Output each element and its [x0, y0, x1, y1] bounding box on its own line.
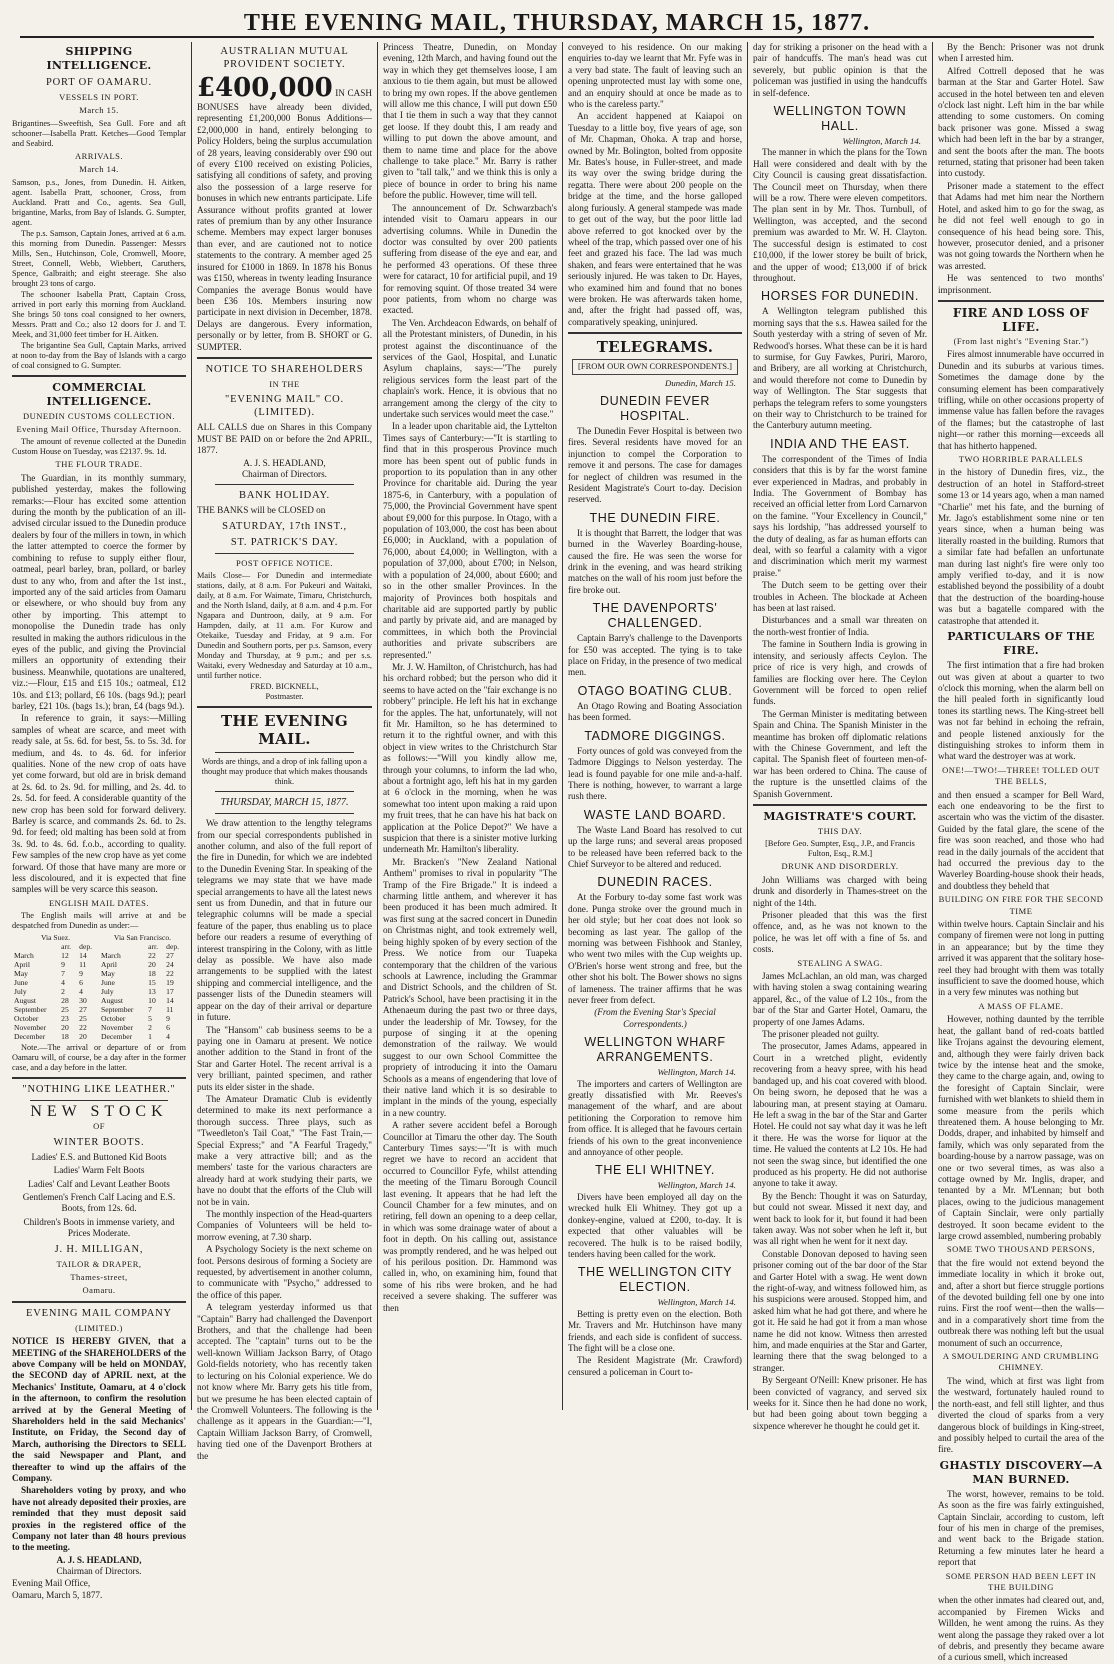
table-cell: May	[100, 969, 115, 979]
table-cell: 28	[61, 996, 69, 1006]
milligan-name: J. H. MILLIGAN,	[54, 1243, 144, 1255]
evening-mail-banner: THE EVENING MAIL.	[220, 712, 349, 749]
table-cell: June	[100, 978, 115, 988]
table-cell: 25	[61, 1005, 69, 1015]
table-header-row	[12, 933, 186, 942]
table-cell: June	[14, 978, 28, 988]
divider	[215, 484, 354, 485]
mail-dates-subheading: The English mails will arrive at and be despatched from Dunedin as under:—	[12, 911, 186, 931]
fire-paragraph: The first intimation that a fire had broken out was given at about a quarter to two o'clock this morning, when the alarm bell on the hill pealed forth in significantly loud tones its startling news. The King-street bell was not far behind in echoing the refrain, and people listened anxiously for the distinguishing strokes to inform them in what ward the destroyer was at work.	[938, 660, 1104, 762]
table-cell: 18	[61, 1032, 69, 1042]
table-row	[12, 960, 186, 969]
eli-whitney-text: Divers have been employed all day on the wrecked hulk Eli Whitney. They got up a donkey-engine, valued at £200, to-day. It is expected that other valuables will be recovered. The hulk is to be raised bodily, tenders having been called for the work.	[568, 1191, 742, 1259]
table-cell: December	[14, 1032, 46, 1042]
column-2	[197, 42, 373, 1461]
mail-dates-heading: ENGLISH MAIL DATES.	[48, 897, 150, 908]
fire-paragraph: within twelve hours. Captain Sinclair and his company of firemen were not long in putting in an appearance; but by the time they arrived it was apparent that the solitary hose-reel they had brought with them was totally insufficient to save the doomed house, which in a very few minutes was nothing but	[938, 919, 1104, 998]
calls-notice: ALL CALLS due on Shares in this Company MUST BE PAID on or before the 2nd APRIL, 1877.	[197, 422, 372, 456]
table-cell: March	[14, 951, 34, 961]
table-cell: 22	[148, 951, 156, 961]
table-cell: December	[100, 1032, 133, 1042]
eli-whitney-dateline: Wellington, March 14.	[657, 1180, 736, 1191]
table-cell: 6	[166, 1023, 170, 1033]
india-paragraph: Disturbances and a small war threaten on the north-west frontier of India.	[753, 615, 927, 637]
article-paragraph: day for striking a prisoner on the head with a pair of handcuffs. The man's head was cut severely, but public opinion is that the policeman was justified in using the handcuffs in self-defence.	[753, 42, 927, 98]
fire-subheading: A SMOULDERING AND CRUMBLING CHIMNEY.	[942, 1351, 1100, 1373]
editorial-paragraph: A telegram yesterday informed us that "Captain" Barry had challenged the Davenport Brothers, and that the challenge had been accepted. The "captain" turns out to be the well-known William Jackson Barry, of Otago Gold-fields notoriety, who has recently taken to lecturing on his Colonial experience. We do not know where Mr. Barry gets his title from, but we presume he has been elected captain of the Cromwell Volunteers. The following is the challenge as it appears in the Guardian:—"I, Captain William Jackson Barry, of Cromwell, having tied one of the Davenport Brothers at the	[197, 1302, 372, 1461]
election-dateline: Wellington, March 14.	[657, 1297, 736, 1308]
table-header: dep.	[79, 942, 93, 952]
flour-heading: THE FLOUR TRADE.	[55, 459, 143, 470]
shipping-heading: SHIPPING INTELLIGENCE.	[46, 45, 152, 72]
india-paragraph: The correspondent of the Times of India considers that this is by far the worst famine ever experienced in Madras, and probably in India. The Government of Bombay has received an official letter from Lord Carnarvon on the famine. "Your Excellency in Council," says his lordship, "has addressed yourself to the duty of dealing, as far as human efforts can deal, with so fearful a calamity with a vigor and discrimination which merit my warmest praise."	[753, 453, 927, 578]
bank-holiday-text: THE BANKS will be CLOSED on	[197, 505, 326, 516]
fire-subheading: BUILDING ON FIRE FOR THE SECOND TIME	[938, 894, 1104, 916]
india-heading: INDIA AND THE EAST.	[770, 436, 910, 451]
table-cell: 20	[79, 1032, 87, 1042]
dunedin-fire-text: It is thought that Barrett, the lodger that was burned in the Waverley Boarding-house, caused the fire. He was seen the worse for drink in the evening, and was heard striking matches on the wall of his room just before the fire broke out.	[568, 527, 742, 595]
post-office-role: Postmaster.	[265, 692, 304, 702]
fire-subheading: A MASS OF FLAME.	[978, 1000, 1064, 1011]
table-cell: August	[100, 996, 123, 1006]
horses-heading: HORSES FOR DUNEDIN.	[761, 289, 919, 304]
table-cell: September	[14, 1005, 47, 1015]
table-cell: April	[14, 960, 31, 970]
mail-dates-body	[12, 951, 186, 1041]
flour-paragraph: The Guardian, in its monthly summary, published yesterday, makes the following remarks:—Flour has excited some attention during the month by the publication of an ill-advised circular issued to the Dunedin produce dealers by four of the millers in town, in which the latter attempted to coerce the former by combining to refuse to supply either flour, oatmeal, pearl barley, bran, pollard, or barley dust to any who, from and after the 1st inst., imported any of the said articles from Oamaru or elsewhere, or who should buy from any other by importing. This attempt to monopolise the Dunedin trade has only resulted in making the authors ridiculous in the eyes of the public, and giving the Provincial millers an opportunity of extending their business. Meanwhile, quotations are unaltered, viz.:—Flour, £15 and £15 10s.; oatmeal, £12 10s. and £13; pollard, £6 10s. (bags 9d.); pearl barley, £21 10s. (bags 1s.); bran, £4 (bags 9d.).	[12, 472, 186, 711]
shipping-paragraph: The schooner Isabella Pratt, Captain Cross, arrived in port early this morning from Auckland. She brings 50 tons coal consigned to her owners, Messrs. Pratt and Co.; also 12 doors for J. and T. Meek, and 31,000 feet timber for H. Aitken.	[12, 289, 186, 339]
notice-office: Evening Mail Office,	[12, 1577, 91, 1588]
table-cell: 30	[79, 996, 87, 1006]
table-row	[12, 996, 186, 1005]
table-row	[12, 951, 186, 960]
article-paragraph: In a leader upon charitable aid, the Lyttelton Times says of Canterbury:—"It is startling to find that in this prosperous Province much more has been spent out of public funds in proportion to its population than in any other Province for charitable aid. During the year 1875-6, in Canterbury, with a population of 75,000, the Provincial Government have spent about £9,000 for this purpose. In Otago, with a population of 103,000, the cost has been about £6,000; in Auckland, with a population of 76,000, about £4,000; in Wellington, with a population of 37,000, about £700; in Nelson, with a population of 24,000, about £600; and so in the other smaller Provinces. In the majority of Provinces both hospitals and charitable aid are supported partly by public and partly by private aid, and are managed by committees, in which both the Provincial authorities and private subscribers are represented."	[383, 421, 557, 660]
fire-paragraph: when the other inmates had cleared out, and, accompanied by Firemen Wicks and Willden, he went among the ruins. As they went along the passage they raked over a lot of debris, and presently they became aware of a curious smell, which increased	[938, 1595, 1104, 1663]
tadmore-text: Forty ounces of gold was conveyed from the Tadmore Diggings to Nelson yesterday. The lead is found payable for one mile and-a-half. There is nothing, however, to warrant a large rush there.	[568, 745, 742, 802]
eli-whitney-heading: THE ELI WHITNEY.	[595, 1163, 715, 1178]
table-cell: 2	[148, 1023, 152, 1033]
article-paragraph: The announcement of Dr. Schwarzbach's intended visit to Oamaru appears in our advertising columns. While in Dunedin the doctor was consulted by over 200 patients suffering from disease of the eye and ear, and he performed 43 operations. Of these three were for cataract, 10 for artificial pupil, and 19 for removing squint. Of those treated 34 were poor patients, from whom no charge was exacted.	[383, 202, 557, 316]
shipping-paragraph: The p.s. Samson, Captain Jones, arrived at 6 a.m. this morning from Dunedin. Passenger: Messrs Mills, Sen., Hutchinson, Cole, Cromwell, Moore, Street, Connell, Webb, Wiebbert, Caruthers, Spence, Galbraith; and eight steerage. She also brought 23 tons of cargo.	[12, 228, 186, 288]
table-header: dep.	[166, 942, 180, 952]
vessels-date: March 15.	[79, 105, 119, 116]
table-cell: 14	[166, 996, 174, 1006]
races-text: At the Forbury to-day some fast work was done. Punga stroke over the ground much in her old style; but her coat does not look so becoming as last year. The gallop of the morning was between Fishhook and Stanley, who went two miles with the Cup weights up. O'Brien's horse went strong and free, but the other shot his bolt. The Bower shows no signs of lameness. The trainer affirms that he was never freer from defect.	[568, 892, 742, 1005]
fire-source: (From last night's "Evening Star.")	[953, 335, 1089, 346]
table-cell: 9	[166, 1014, 170, 1024]
notice-date: Oamaru, March 5, 1877.	[12, 1590, 103, 1601]
flour-paragraph: In reference to grain, it says:—Milling samples of wheat are scarce, and meet with ready sale, at 5s. 6d. for best, 5s. to 5s. 3d. for medium, and 4s. to 4s. 6d. for inferior qualities. None of the new crop of oats have yet come forward, but old are in brisk demand at 2s. 6d. to 2s. 9d. for milling, and 2s. 4d. to 2s. 5d. for feed. A considerable quantity of the new crop has been sold for forward delivery. Barley is scarce, and commands 2s. 6d. to 2s. 9d. for feed; old malting has been sold at from 3s. 9d. to 4s. 6d. f.o.b., according to quality. Few samples of the new crop have as yet come forward. Of those that have many are more or less discoloured, and it is expected that fine samples will be very scarce this season.	[12, 713, 186, 895]
arrivals-text: Samson, p.s., Jones, from Dunedin. H. Aitken, agent. Isabella Pratt, schooner, Cross, from Auckland. Pratt and Co., agents. Sea Gull, brigantine, Marks, from Bay of Islands. G. Sumpter, agent.	[12, 177, 186, 227]
table-cell: 7	[61, 969, 65, 979]
town-hall-text: The manner in which the plans for the Town Hall were considered and dealt with by the City Council is causing great dissatisfaction. The Council meet on Thursday, when there will be a row. There were eleven competitors. The plan sent in by Mr. Thos. Turnbull, of Wellington, was accepted, and the second premium was awarded to Mr. W. H. Clayton. The successful design is estimated to cost £10,000, if the lower storey be built of brick, and the upper of wood; £13,000 if of brick throughout.	[753, 147, 927, 283]
table-cell: 23	[61, 1014, 69, 1024]
wharf-text: The importers and carters of Wellington are greatly dissatisfied with Mr. Reeves's management of the wharf, and are about petitioning the Corporation to remove him from office. It is alleged that he favours certain friends of his own to the great inconvenience and annoyance of other people.	[568, 1078, 742, 1158]
mail-dates-table	[12, 933, 186, 1041]
swag-paragraph: The prisoner pleaded not guilty.	[762, 1029, 880, 1040]
horses-text: A Wellington telegram published this morning says that the s.s. Hawea sailed for the South yesterday with a string of seven of Mr. Redwood's horses. What these can be it is hard to surmise, for Guy Fawkes, Puriri, Maroro, and Bribery, are all working at Christchurch, and would therefore not come to Dunedin by way of Wellington. The Star suggests that perhaps the telegram refers to some youngsters on their way to Christchurch to be trained for the Canterbury autumn meeting.	[753, 306, 927, 431]
evening-star-note: (From the Evening Star's Special Correspondents.)	[594, 1007, 716, 1029]
table-cell: 11	[166, 1005, 174, 1015]
amp-amount: £400,000	[197, 73, 333, 103]
column-6	[938, 42, 1104, 1663]
article-paragraph: By the Bench: Prisoner was not drunk when I arrested him.	[938, 42, 1104, 64]
column-rule	[932, 42, 933, 1410]
tadmore-heading: TADMORE DIGGINGS.	[584, 728, 726, 743]
newspaper-motto: Words are things, and a drop of ink falling upon a thought may produce that which makes thousands think.	[201, 757, 368, 787]
table-row	[12, 1014, 186, 1023]
divider	[215, 752, 354, 753]
bank-holiday-day: SATURDAY, 17th INST.,	[222, 520, 347, 532]
davenports-text: Captain Barry's challenge to the Davenports for £50 was accepted. The tying is to take place on Friday, in the presence of two medical men.	[568, 633, 742, 678]
column-rule	[377, 42, 378, 1410]
table-cell: 13	[148, 987, 156, 997]
post-office-text: Mails Close— For Dunedin and intermediate stations, daily, at 8 a.m. For Pukeuri and Waitaki, daily, at 8 a.m. For Waimate, Timaru, Christchurch, and the North Island, daily, at 8 a.m. and 4 p.m. For Ngapara and Duntroon, daily, at 9 a.m. For Hampden, daily, at 11 a.m. For Kurow and Otekaike, Tuesday and Friday, at 9 a.m. For Dunedin and Southern ports, per p.s. Samson, every Monday and Thursday, at 9 p.m.; and per s.s. Waitaki, every Wednesday and Saturday at 10 a.m., until further notice.	[197, 571, 372, 681]
fire-subheading: SOME PERSON HAD BEEN LEFT IN THE BUILDING	[945, 1570, 1097, 1592]
milligan-trade: TAILOR & DRAPER,	[56, 1258, 142, 1269]
shareholders-company: "EVENING MAIL" CO. (LIMITED).	[225, 394, 344, 419]
table-header: Via Suez.	[40, 933, 71, 943]
column-rule	[747, 42, 748, 1410]
amp-text: IN CASH BONUSES have already been divided, representing £1,200,000 Bonus Additions—£2,000,000 in hand, entirely belonging to Policy Holders, being the surplus accumulation of 28 years, leaving considerably over £90 out of every £100 received on existing Policies, satisfying all conditions of safety, and proving also the possession of a large reserve for bonuses in which new entrants participate. Life Assurance without profits granted at lower rates of premium than by any other Insurance scheme. Members may expect larger bonuses than ever, and are cautioned not to notice statements to the contrary. A member aged 25 insured for £1000 in 1869. In 1878 his Bonus was £150, whereas in twenty leading Insurance Companies the average Bonus would have been £36 10s. Members insuring now participate in next division in December, 1878. Delays are dangerous. Every information, personally or by letter, from B. SHORT or G. SUMPTER.	[197, 88, 373, 352]
boating-club-heading: OTAGO BOATING CLUB.	[577, 683, 733, 698]
list-item: Ladies' Warm Felt Boots	[53, 1165, 145, 1176]
table-cell: 24	[166, 960, 174, 970]
table-cell: 4	[166, 1032, 170, 1042]
table-cell: 22	[79, 1023, 87, 1033]
table-cell: 27	[166, 951, 174, 961]
masthead	[20, 8, 1094, 38]
article-paragraph: An accident happened at Kaiapoi on Tuesday to a little boy, five years of age, son of Mr. Chapman, Ohoka. A trap and horse, owned by Mr. Bolington, bolted from opposite Mr. Bates's house, in Fuller-street, and made its way over the swing bridge during the regatta. There were about 200 people on the bridge at the time, and the horse galloped along furiously. A general stampede was made to get out of the way, but the poor little lad above referred to got knocked over by the wheel of the trap, which passed over one of his feet and grazed his face. The lad was much shaken, and fears were entertained that he was seriously injured. He was taken to Dr. Hayes, who examined him and found that no bones were broken. He was afterwards taken home, and, after the fright had passed off, was, comparatively speaking, uninjured.	[568, 111, 742, 327]
list-item: Gentlemen's French Calf Lacing and E.S. Boots, from 12s. 6d.	[22, 1191, 176, 1214]
fire-subheading: TWO HORRIBLE PARALLELS	[958, 454, 1084, 464]
calls-signature: A. J. S. HEADLAND,	[243, 457, 326, 468]
fire-paragraph: However, nothing daunted by the terrible heat, the gallant band of red-coats battled like Trojans against the devouring element, and, although they were fairly driven back twice by the intense heat and the smoke, they came to the charge again, and, owing to the foresight of Captain Sinclair, were furnished with wet blankets to shield them in some measure from the perils which threatened them. A house belonging to Mr. Dodds, draper, and inhabited by himself and family, which was only separated from the boarding-house by a narrow passage, was on one or two several times, as was also a cottage owned by Mr. Inglis, draper, and tenanted by a Mr. M'Lennan; but both places, owing to the judicious management of Captain Sinclair, were only partially destroyed. It soon became evident to the large crowd assembled, numbering probably	[938, 1014, 1104, 1241]
article-paragraph: He was sentenced to two months' imprisonment.	[938, 273, 1104, 295]
shipping-paragraph: The brigantine Sea Gull, Captain Marks, arrived at noon to-day from the Bay of Islands with a cargo of coal consigned to G. Sumpter.	[12, 340, 186, 370]
court-day: THIS DAY.	[817, 825, 863, 836]
table-row	[12, 987, 186, 996]
amp-advert	[197, 74, 372, 353]
table-cell: 20	[61, 1023, 69, 1033]
fire-paragraph: in the history of Dunedin fires, viz., the destruction of an hotel in Stafford-street some 13 or 14 years ago, when a man named "Charlie" met his fate, and the burning of Mr. Jago's establishment some nine or ten years since, when a human being was literally roasted in the building. Rumors that a similar fate had befallen an unfortunate man during last night's fire were only too amply verified to-day, and it is now established beyond the possibility of a doubt that the destruction of the boarding-house was but a bagatelle compared with the catastrophe that attended it.	[938, 467, 1104, 626]
new-stock-heading: NEW STOCK	[30, 1103, 168, 1121]
election-heading: THE WELLINGTON CITY ELECTION.	[577, 1265, 733, 1295]
drunk-text: Prisoner pleaded that this was the first offence, and, as he was not known to the police, he was let off with a fine of 5s. and costs.	[753, 910, 927, 955]
table-cell: 4	[79, 987, 83, 997]
editorial-paragraph: The monthly inspection of the Head-quarters Companies of Volunteers will be held to-morrow evening, at 7.30 sharp.	[197, 1209, 372, 1242]
drunk-text: John Williams was charged with being drunk and disorderly in Thames-street on the night of the 14th.	[753, 874, 927, 908]
table-cell: 27	[79, 1005, 87, 1015]
swag-paragraph: The prosecutor, James Adams, appeared in Court in a wretched plight, evidently recovering from a heavy spree, with his head bandaged up, and his coat covered with blood. On being sworn, he deposed that he was a labouring man, at present staying at Oamaru. He left a swag in the bar of the Star and Garter Hotel. He could not say what day it was he left it there. He was the worse for liquor at the time. He valued the contents at L2 10s. He had not seen the swag since, but identified the one produced as his property. He did not authorise anyone to take it away.	[753, 1041, 927, 1189]
fire-subheading: ONE!—TWO!—THREE! TOLLED OUT THE BELLS,	[942, 764, 1100, 787]
divider	[30, 1100, 168, 1101]
divider	[215, 553, 354, 554]
divider	[568, 332, 742, 334]
table-cell: 7	[148, 1005, 152, 1015]
divider	[197, 357, 372, 359]
swag-heading: STEALING A SWAG.	[797, 957, 883, 968]
town-hall-heading: WELLINGTON TOWN HALL.	[773, 104, 907, 134]
shareholders-heading: NOTICE TO SHAREHOLDERS	[205, 363, 364, 375]
editorial-paragraph: A Psychology Society is the next scheme on foot. Persons desirous of forming a Society are requested, by advertisement in another column, to communicate with "Psycho," addressed to the office of this paper.	[197, 1244, 372, 1300]
notice-role: Chairman of Directors.	[56, 1566, 142, 1577]
divider	[938, 300, 1104, 302]
post-office-heading: POST OFFICE NOTICE.	[236, 557, 333, 568]
customs-text: The amount of revenue collected at the Dunedin Custom House on Tuesday, was £2137. 9s. 1d.	[12, 437, 186, 457]
column-1	[12, 42, 186, 1601]
shareholders-in: IN THE	[269, 378, 300, 389]
election-text: The Resident Magistrate (Mr. Crawford) censured a policeman in Court to-	[568, 1355, 742, 1377]
swag-paragraph: James McLachlan, an old man, was charged with having stolen a swag containing wearing apparel, &c., of the value of L2 10s., from the bar of the Star and Garter Hotel, Oamaru, the property of one James Adams.	[753, 971, 927, 1027]
table-row	[12, 969, 186, 978]
divider	[753, 804, 927, 806]
boot-list	[12, 1152, 186, 1240]
article-paragraph: Mr. J. W. Hamilton, of Christchurch, has had his orchard robbed; but the person who did it seems to have acted on the "fair exchange is no robbery" principle. He left his hat in exchange for the apples. The hat, unfortunately, will not fit Mr. Hamilton, so he has determined to return it to the rightful owner, and with this object in view writes to the Christchurch Star as follows:—"Will you kindly allow me, through your columns, to inform the lad who, about a fortnight ago, left his hat in my garden at 6 o'clock in the morning, when he was somewhat too intent upon making a raid upon my fruit trees, that he can have his hat back on application at the Police Depot?" We have a suspicion that there is a sinister motive lurking underneath Mr. Hamilton's liberality.	[383, 661, 557, 855]
article-paragraph: A rather severe accident befel a Borough Councillor at Timaru the other day. The South Canterbury Times says:—"It is with much regret we have to record an accident that occurred to Councillor Fyfe, whilst attending the meeting of the Timaru Borough Council last evening. It appears that he had left the Council Chamber for a few minutes, and on retiring, fell down an opening to a deep cellar, in which was some drainage water of about a foot in depth. On his calling out, assistance was promptly rendered, and he was helped out of his perilous position. Dr. Hammond was called in, who, on examining him, found that some of his ribs were broken, and he had received a severe shaking. The sufferer was then	[383, 1120, 557, 1313]
india-paragraph: The Dutch seem to be getting over their troubles in Acheen. The blockade at Acheen has been at last raised.	[753, 580, 927, 614]
column-rule	[191, 42, 192, 1410]
table-cell: July	[100, 987, 114, 997]
column-4	[568, 42, 742, 1412]
fire-heading: FIRE AND LOSS OF LIFE.	[952, 305, 1090, 334]
divider	[12, 375, 186, 377]
table-row	[12, 1032, 186, 1041]
divider	[12, 1077, 186, 1079]
article-paragraph: Prisoner made a statement to the effect that Adams had met him near the Northern Hotel, and asked him to go for the swag, as he did not feel well enough to go in consequence of his head being sore. This, however, prosecutor denied, and a prisoner was not going towards the Northern when he was arrested.	[938, 180, 1104, 271]
table-cell: 10	[148, 996, 156, 1006]
table-cell: 1	[148, 1032, 152, 1042]
table-cell: July	[14, 987, 27, 997]
wharf-dateline: Wellington, March 14.	[657, 1067, 736, 1078]
table-cell: 22	[166, 969, 174, 979]
court-heading: MAGISTRATE'S COURT.	[763, 809, 917, 823]
post-office-signature: FRED. BICKNELL,	[250, 682, 319, 692]
table-cell: October	[14, 1014, 39, 1024]
waste-land-text: The Waste Land Board has resolved to cut up the large runs; and several areas proposed to be released have been referred back to the Chief Surveyor to be altered and reduced.	[568, 824, 742, 869]
column-3	[383, 42, 557, 1412]
boating-club-text: An Otago Rowing and Boating Association has been formed.	[568, 700, 742, 723]
table-row	[12, 1005, 186, 1014]
issue-date: THURSDAY, MARCH 15, 1877.	[220, 797, 349, 809]
table-cell: 25	[79, 1014, 87, 1024]
milligan-address: Thames-street,	[70, 1271, 128, 1282]
table-cell: August	[14, 996, 36, 1006]
telegrams-heading: TELEGRAMS.	[596, 338, 714, 357]
table-cell: 18	[148, 969, 156, 979]
fire-paragraph: The worst, however, remains to be told. As soon as the fire was fairly extinguished, Captain Sinclair, according to custom, left four of his men in charge of the premises, and went back to the Brigade station. Returning a few minutes later he heard a report that	[938, 1488, 1104, 1568]
table-cell: 4	[61, 978, 65, 988]
table-cell: November	[100, 1023, 134, 1033]
swag-paragraph: Constable Donovan deposed to having seen prisoner coming out of the bar door of the Star and Garter Hotel with a swag. He went down the right-of-way, and witness followed him, as his suspicions were aroused. Stopped him, and asked him what he had got there, and where he got it. He said he had got it from a man whose name he did not know. Witness then arrested him, and made enquiries at the Star and Garter, learning there that the swag belonged to a stranger.	[753, 1248, 927, 1373]
waste-land-heading: WASTE LAND BOARD.	[583, 807, 727, 822]
india-paragraph: The famine in Southern India is growing in intensity, and seriously affects Ceylon. The price of rice is very high, and crowds of families are flocking over here. The Ceylon Government will be forced to open relief funds.	[753, 639, 927, 707]
table-cell: 9	[61, 960, 65, 970]
editorial-paragraph: The "Hansom" cab business seems to be a paying one in Oamaru at present. We notice another addition to the Stand in front of the Star and Garter Hotel. The recent arrival is a very brilliant, painted specimen, and rather puts its elder sister in the shade.	[197, 1024, 372, 1092]
table-cell: April	[100, 960, 118, 970]
table-cell: 11	[79, 960, 87, 970]
vessels-heading: VESSELS IN PORT.	[59, 92, 139, 102]
bank-holiday-saint: ST. PATRICK'S DAY.	[230, 536, 339, 548]
leather-heading: "NOTHING LIKE LEATHER."	[22, 1084, 176, 1096]
table-cell: 15	[148, 978, 156, 988]
mail-dates-note: Note.—The arrival or departure of or from Oamaru will, of course, be a day after in the former case, and a day before in the latter.	[12, 1043, 186, 1073]
table-cell: November	[14, 1023, 47, 1033]
table-header: Via San Francisco.	[113, 933, 172, 943]
table-row	[12, 978, 186, 987]
company-heading: EVENING MAIL COMPANY	[26, 1307, 172, 1319]
fire-paragraph: and then ensued a scamper for Bell Ward, each one endeavoring to be the first to ascertain who was the victim of the disaster. Guided by the fatal glare, the scene of the fire was soon reached, and those who had read in the daily journals of the accident that had occurred the previous day to the Waverley Boarding-house shook their heads, and doubtless they beheld that	[938, 789, 1104, 891]
winter-boots-heading: WINTER BOOTS.	[53, 1136, 145, 1148]
arrivals-heading: ARRIVALS.	[74, 150, 124, 161]
article-paragraph: Mr. Bracken's "New Zealand National Anthem" promises to rival in popularity "The Tramp of the Fire Brigade." It is indeed a charming little anthem, and wherever it has been produced it has been much admired. It was first sung at the sacred concert in Dunedin on Christmas night, and took extremely well, being highly spoken of by every section of the Press. We notice from our Tuapeka contemporary that the children of the various schools at Lawrence, including the Grammar and District Schools, and the children of St. Patrick's School, have been practising it in the Athenaeum during the past two or three days, under the leadership of Mr. Towsey, for the purpose of singing it at the opening demonstration of the railway. We would suggest to our own School Committee the propriety of introducing it into the Oamaru Schools as a means of engendering that love of their native land which it is so desirable to implant in the minds of the young, especially in a new country.	[383, 856, 557, 1118]
table-cell: 2	[61, 987, 65, 997]
dunedin-fire-heading: THE DUNEDIN FIRE.	[589, 510, 721, 525]
table-cell: 19	[166, 978, 174, 988]
wharf-heading: WELLINGTON WHARF ARRANGEMENTS.	[584, 1035, 726, 1065]
fire-paragraph: that the fire would not extend beyond the immediate locality in which it broke out, and, after a short but fierce struggle portions of the devoted building fell one by one into ruins. First the roof went—then the walls—and in a comparatively short time from the outbreak there was nothing left but the usual monument of such an occurrence,	[938, 1257, 1104, 1348]
calls-role: Chairman of Directors.	[242, 468, 327, 479]
company-subheading: (LIMITED.)	[75, 1322, 123, 1333]
swag-paragraph: By Sergeant O'Neill: Knew prisoner. He has been convicted of vagrancy, and served six weeks for it. Since then he had done no work, but had been going about town begging a sixpence wherever he thought he could get it.	[753, 1375, 927, 1431]
table-cell: 20	[148, 960, 156, 970]
india-paragraph: The German Minister is meditating between Spain and China. The Spanish Minister in the meantime has broken off diplomatic relations with the Chinese Government, and left the capital. The Spanish fleet of fourteen men-of-war has been ordered to China. The cause of the rupture is the unsettled claims of the Spanish Government.	[753, 708, 927, 799]
table-cell: September	[100, 1005, 134, 1015]
column-5	[753, 42, 927, 1431]
list-item: Children's Boots in immense variety, and Prices Moderate.	[23, 1216, 175, 1239]
divider	[215, 791, 354, 792]
article-paragraph: The Ven. Archdeacon Edwards, on behalf of all the Protestant ministers, of Dunedin, in his protest against the discontinuance of the services of the Gaol, Hospital, and Lunatic Asylum chaplains, says:—"The purely religious services form the least part of the chaplain's work. Hence, it is obvious that no arrangement among the clergy of the city to undertake such services would meet the case."	[383, 317, 557, 419]
article-paragraph: Alfred Cottrell deposed that he was barman at the Star and Garter Hotel. Saw accused in the hotel between ten and eleven o'clock last night. Left him in the bar while attending to some customers. On coming back prisoner was gone. Missed a swag which had been left in the bar by a stranger, and sent the boots after the man. The boots returned, stating that prisoner had been taken into custody.	[938, 65, 1104, 179]
fire-subheading: SOME TWO THOUSAND PERSONS,	[946, 1244, 1096, 1255]
port-heading: PORT OF OAMARU.	[46, 77, 152, 88]
table-cell: May	[14, 969, 28, 979]
proxy-notice: Shareholders voting by proxy, and who have not already deposited their proxies, are reminded that they must deposit said proxies in the registered office of the Company not later than 48 hours previous to the meeting.	[12, 1485, 186, 1553]
list-item: Ladies' Calf and Levant Leather Boots	[28, 1178, 170, 1189]
telegrams-subheading: [FROM OUR OWN CORRESPONDENTS.]	[572, 359, 738, 374]
races-heading: DUNEDIN RACES.	[597, 875, 713, 890]
particulars-heading: PARTICULARS OF THE FIRE.	[947, 630, 1095, 658]
customs-subheading: Evening Mail Office, Thursday Afternoon.	[16, 424, 182, 435]
table-header: arr.	[61, 942, 72, 952]
table-cell: March	[100, 951, 121, 961]
table-cell: 9	[79, 969, 83, 979]
table-cell: 12	[61, 951, 69, 961]
milligan-town: Oamaru.	[82, 1285, 116, 1296]
table-cell: October	[100, 1014, 126, 1024]
ghastly-discovery-heading: GHASTLY DISCOVERY—A MAN BURNED.	[939, 1458, 1103, 1486]
vessels-text: Brigantines—Sweeftish, Sea Gull. Fore and aft schooner—Isabella Pratt. Ketches—Good Templar and Seabird.	[12, 118, 186, 148]
arrivals-date: March 14.	[79, 164, 119, 175]
editorial-paragraph: We draw attention to the lengthy telegrams from our special correspondents published in another column, and also of the full report of the fire in Dunedin, for which we are indebted to the Dunedin Evening Star. In speaking of the telegrams we may state that we have made special arrangements to have all the latest news sent us from Dunedin, and that in future our telegraphic columns will be made a special feature of the paper, thus enabling us to place before our readers a resume of everything of interest transpiring in the Colony, with as little delay as possible. We have also made arrangements to be supplied with the latest shipping and commercial intelligence, and the passenger lists of the Dunedin steamers will appear on the day of their arrival or departure in future.	[197, 818, 372, 1023]
town-hall-dateline: Wellington, March 14.	[842, 136, 921, 147]
column-rule	[562, 42, 563, 1410]
article-paragraph: conveyed to his residence. On our making enquiries to-day we learnt that Mr. Fyfe was in a very bad state. The fault of leaving such an opening unprotected must lay with some one, and an enquiry should at once be made as to who is the careless party."	[568, 42, 742, 110]
telegrams-dateline: Dunedin, March 15.	[664, 377, 736, 388]
divider	[12, 1301, 186, 1303]
davenports-heading: THE DAVENPORTS' CHALLENGED.	[592, 601, 718, 631]
list-item: Ladies' E.S. and Buttoned Kid Boots	[31, 1151, 167, 1162]
editorial-paragraph: The Amateur Dramatic Club is evidently determined to make its next performance a thorough success. Three plays, such as "Tweedleton's Tail Coat," "The Fast Train,—Special Express;" and "A Fearful Tragedy," make a very attractive bill; and as the members' taste for the various characters are already hard at work studying their parts, we have no doubt that the efforts of the Club will not be in vain.	[197, 1093, 372, 1207]
fever-hospital-text: The Dunedin Fever Hospital is between two fires. Several residents have moved for an injunction to compel the Corporation to remove it and persons. The case for damages for neglect of children was resumed in the Resident Magistrate's Court to-day. Decision reserved.	[568, 425, 742, 505]
table-header-row	[12, 942, 186, 951]
table-row	[12, 1023, 186, 1032]
table-cell: 14	[79, 951, 87, 961]
fever-hospital-heading: DUNEDIN FEVER HOSPITAL.	[600, 393, 710, 423]
article-paragraph: Princess Theatre, Dunedin, on Monday evening, 12th March, and having found out the way in which they get themselves loose, I am anxious to tie them again, but must be allowed to bring my own ropes. If the above gentlemen will allow me this chance, I will put down £50 that I tie them in such a way that they cannot get loose. If they doubt this, I am ready and willing to put down the above amount, and them to name time and place for the above challenge to take place." Mr. Barry is rather given to "tall talk," and we think this is only a piece of bounce in order to bring his name before the public. However, time will tell.	[383, 42, 557, 201]
table-cell: 5	[148, 1014, 152, 1024]
fire-paragraph: The wind, which at first was light from the westward, fortunately hauled round to the north-east, and fell still lighter, and thus diverted the cloud of sparks from a very dangerous block of buildings in King-street, and possibly helped to curtail the area of the fire.	[938, 1375, 1104, 1455]
notice-signature: A. J. S. HEADLAND,	[56, 1554, 142, 1565]
amp-heading: AUSTRALIAN MUTUAL PROVIDENT SOCIETY.	[220, 46, 349, 70]
table-cell: 17	[166, 987, 174, 997]
court-bench: [Before Geo. Sumpter, Esq., J.P., and Francis Fulton, Esq., R.M.]	[765, 839, 915, 859]
bank-holiday-heading: BANK HOLIDAY.	[239, 490, 330, 502]
commercial-heading: COMMERCIAL INTELLIGENCE.	[46, 380, 152, 408]
divider	[197, 706, 372, 708]
fire-paragraph: Fires almost innumerable have occurred in Dunedin and its suburbs at various times. Sometimes the damage done by the consuming element has been comparatively trifling, while on other occasions property of immense value has fallen before the ravages of the flames; but the catastrophe of last night—or rather this morning—exceeds all that has hitherto happened.	[938, 349, 1104, 451]
swag-paragraph: By the Bench: Thought it was on Saturday, but could not swear. Missed it next day, and went back to look for it, but found it had been taken away. Was not sober when he left it, but was all right when he went for it next day.	[753, 1190, 927, 1247]
customs-heading: DUNEDIN CUSTOMS COLLECTION.	[23, 410, 175, 421]
new-stock-of: OF	[93, 1121, 105, 1132]
newspaper-title: THE EVENING MAIL, THURSDAY, MARCH 15, 1877.	[243, 10, 871, 36]
shareholders-meeting-notice: NOTICE IS HEREBY GIVEN, that a MEETING of the SHAREHOLDERS of the above Company will be held on MONDAY, the SECOND day of APRIL next, at the Mechanics' Institute, Oamaru, at 4 o'clock in the afternoon, to confirm the resolution arrived at by the General Meeting of Shareholders held in the said Mechanics' Institute, on Friday, the Second day of March, authorising the Directors to SELL the said Newspaper and Plant, and thereafter to wind up the affairs of the Company.	[12, 1336, 186, 1484]
drunk-heading: DRUNK AND DISORDERLY.	[781, 861, 899, 872]
divider	[215, 813, 354, 814]
election-text: Betting is pretty even on the election. Both Mr. Travers and Mr. Hutchinson have many friends, and each side is confident of success. The fight will be a close one.	[568, 1308, 742, 1353]
table-header: arr.	[148, 942, 159, 952]
table-cell: 6	[79, 978, 83, 988]
